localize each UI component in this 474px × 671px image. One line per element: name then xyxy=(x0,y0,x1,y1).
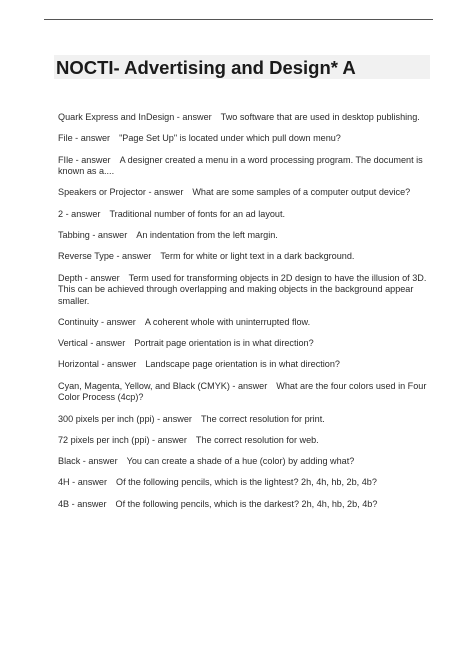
qa-entry xyxy=(58,273,430,308)
qa-term: 300 pixels per inch (ppi) - answer xyxy=(58,413,192,424)
qa-definition: Of the following pencils, which is the lightest? 2h, 4h, hb, 2b, 4b? xyxy=(116,477,377,488)
qa-term: Vertical - answer xyxy=(58,338,126,349)
qa-definition: An indentation from the left margin. xyxy=(136,229,278,240)
qa-definition: "Page Set Up" is located under which pull down menu? xyxy=(119,133,341,144)
qa-definition: What are the four colors used in Four Color Process (4cp)? xyxy=(58,380,427,403)
qa-definition: Term for white or light text in a dark background. xyxy=(160,251,355,262)
qa-list xyxy=(58,112,430,520)
qa-term: 4H - answer xyxy=(58,477,108,488)
qa-entry xyxy=(58,251,430,263)
qa-definition: Traditional number of fonts for an ad layout. xyxy=(109,208,286,219)
qa-definition: The correct resolution for print. xyxy=(200,413,325,424)
qa-definition: A designer created a menu in a word processing program. The document is known as a.... xyxy=(58,154,423,177)
qa-entry xyxy=(58,317,430,329)
qa-entry xyxy=(58,187,430,199)
qa-term: Speakers or Projector - answer xyxy=(58,187,184,198)
qa-entry xyxy=(58,499,430,511)
qa-definition: Term used for transforming objects in 2D design to have the illusion of 3D. This can be achieved through overlapping and making objects in the background appear smaller. xyxy=(58,272,427,306)
qa-entry xyxy=(58,456,430,468)
qa-term: 2 - answer xyxy=(58,208,101,219)
qa-definition: Landscape page orientation is in what direction? xyxy=(145,359,340,370)
qa-term: Reverse Type - answer xyxy=(58,251,152,262)
document-title: NOCTI- Advertising and Design* A xyxy=(56,57,356,78)
qa-definition: A coherent whole with uninterrupted flow. xyxy=(144,316,311,327)
qa-term: Black - answer xyxy=(58,456,118,467)
qa-definition: Two software that are used in desktop publishing. xyxy=(220,112,420,122)
qa-entry xyxy=(58,381,430,404)
qa-definition: Of the following pencils, which is the darkest? 2h, 4h, hb, 2b, 4b? xyxy=(115,498,378,509)
qa-term: Horizontal - answer xyxy=(58,359,137,370)
qa-term: 4B - answer xyxy=(58,498,107,509)
qa-entry xyxy=(58,359,430,371)
qa-entry xyxy=(58,477,430,489)
qa-entry xyxy=(58,338,430,350)
qa-term: File - answer xyxy=(58,133,111,144)
qa-term: 72 pixels per inch (ppi) - answer xyxy=(58,434,187,445)
qa-definition: The correct resolution for web. xyxy=(195,434,319,445)
qa-definition: Portrait page orientation is in what direction? xyxy=(134,338,314,349)
qa-entry xyxy=(58,230,430,242)
qa-entry xyxy=(58,112,430,124)
qa-entry xyxy=(58,414,430,426)
qa-entry xyxy=(58,435,430,447)
qa-entry xyxy=(58,155,430,178)
top-rule xyxy=(44,19,433,20)
qa-term: Cyan, Magenta, Yellow, and Black (CMYK) - answer xyxy=(58,380,268,391)
qa-entry xyxy=(58,133,430,145)
qa-term: FIle - answer xyxy=(58,154,111,165)
qa-definition: What are some samples of a computer output device? xyxy=(192,187,411,198)
qa-term: Quark Express and InDesign - answer xyxy=(58,112,212,122)
qa-term: Continuity - answer xyxy=(58,316,136,327)
qa-entry xyxy=(58,209,430,221)
qa-term: Tabbing - answer xyxy=(58,229,128,240)
qa-definition: You can create a shade of a hue (color) by adding what? xyxy=(126,456,355,467)
qa-term: Depth - answer xyxy=(58,272,120,283)
